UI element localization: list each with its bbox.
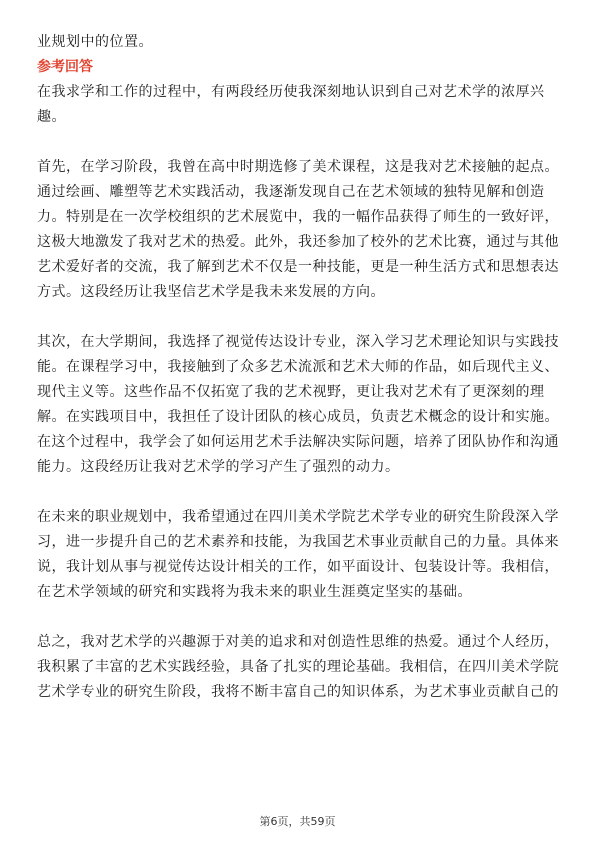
paragraph-4: [37, 505, 560, 605]
answer-heading: 参考回答: [37, 59, 93, 75]
paragraph-line: 能力。这段经历让我对艺术学的学习产生了强烈的动力。: [37, 459, 400, 475]
paragraph-gap: [37, 130, 560, 155]
paragraph-gap: [37, 305, 560, 330]
paragraph-line: 总之，我对艺术学的兴趣源于对美的追求和对创造性思维的热爱。通过个人经历，: [37, 634, 559, 650]
paragraph-line: 这极大地激发了我对艺术的热爱。此外，我还参加了校外的艺术比赛，通过与其他: [37, 234, 559, 250]
paragraph-line: 现代主义等。这些作品不仅拓宽了我的艺术视野，更让我对艺术有了更深刻的理: [37, 384, 545, 400]
paragraph-line: 在艺术学领域的研究和实践将为我未来的职业生涯奠定坚实的基础。: [37, 584, 472, 600]
paragraph-line: 我积累了丰富的艺术实践经验，具备了扎实的理论基础。我相信，在四川美术学院: [37, 659, 559, 675]
paragraph-line: 在未来的职业规划中，我希望通过在四川美术学院艺术学专业的研究生阶段深入学: [37, 509, 559, 525]
paragraph-2: [37, 155, 560, 305]
page-number: 第6页，共59页: [259, 815, 336, 828]
paragraph-line: 其次，在大学期间，我选择了视觉传达设计专业，深入学习艺术理论知识与实践技: [37, 334, 559, 350]
paragraph-line: 解。在实践项目中，我担任了设计团队的核心成员，负责艺术概念的设计和实施。: [37, 409, 559, 425]
intro-line: 业规划中的位置。: [37, 34, 153, 50]
document-body: [37, 30, 560, 705]
paragraph-line: 艺术爱好者的交流，我了解到艺术不仅是一种技能，更是一种生活方式和思想表达: [37, 259, 559, 275]
paragraph-line: 方式。这段经历让我坚信艺术学是我未来发展的方向。: [37, 284, 385, 300]
paragraph-line: 说，我计划从事与视觉传达设计相关的工作，如平面设计、包装设计等。我相信，: [37, 559, 559, 575]
paragraph-line: 在我求学和工作的过程中，有两段经历使我深刻地认识到自己对艺术学的浓厚兴: [37, 84, 545, 100]
paragraph-line: 习，进一步提升自己的艺术素养和技能，为我国艺术事业贡献自己的力量。具体来: [37, 534, 559, 550]
paragraph-5: [37, 630, 560, 705]
paragraph-line: 艺术学专业的研究生阶段，我将不断丰富自己的知识体系，为艺术事业贡献自己的: [37, 684, 559, 700]
paragraph-line: 能。在课程学习中，我接触到了众多艺术流派和艺术大师的作品，如后现代主义、: [37, 359, 559, 375]
paragraph-gap: [37, 605, 560, 630]
paragraph-line: 通过绘画、雕塑等艺术实践活动，我逐渐发现自己在艺术领域的独特见解和创造: [37, 184, 545, 200]
paragraph-3: [37, 330, 560, 480]
paragraph-line: 趣。: [37, 109, 66, 125]
paragraph-line: 首先，在学习阶段，我曾在高中时期选修了美术课程，这是我对艺术接触的起点。: [37, 159, 559, 175]
paragraph-line: 在这个过程中，我学会了如何运用艺术手法解决实际问题，培养了团队协作和沟通: [37, 434, 559, 450]
paragraph-line: 力。特别是在一次学校组织的艺术展览中，我的一幅作品获得了师生的一致好评，: [37, 209, 559, 225]
paragraph-gap: [37, 480, 560, 505]
paragraph-1: [37, 80, 560, 130]
